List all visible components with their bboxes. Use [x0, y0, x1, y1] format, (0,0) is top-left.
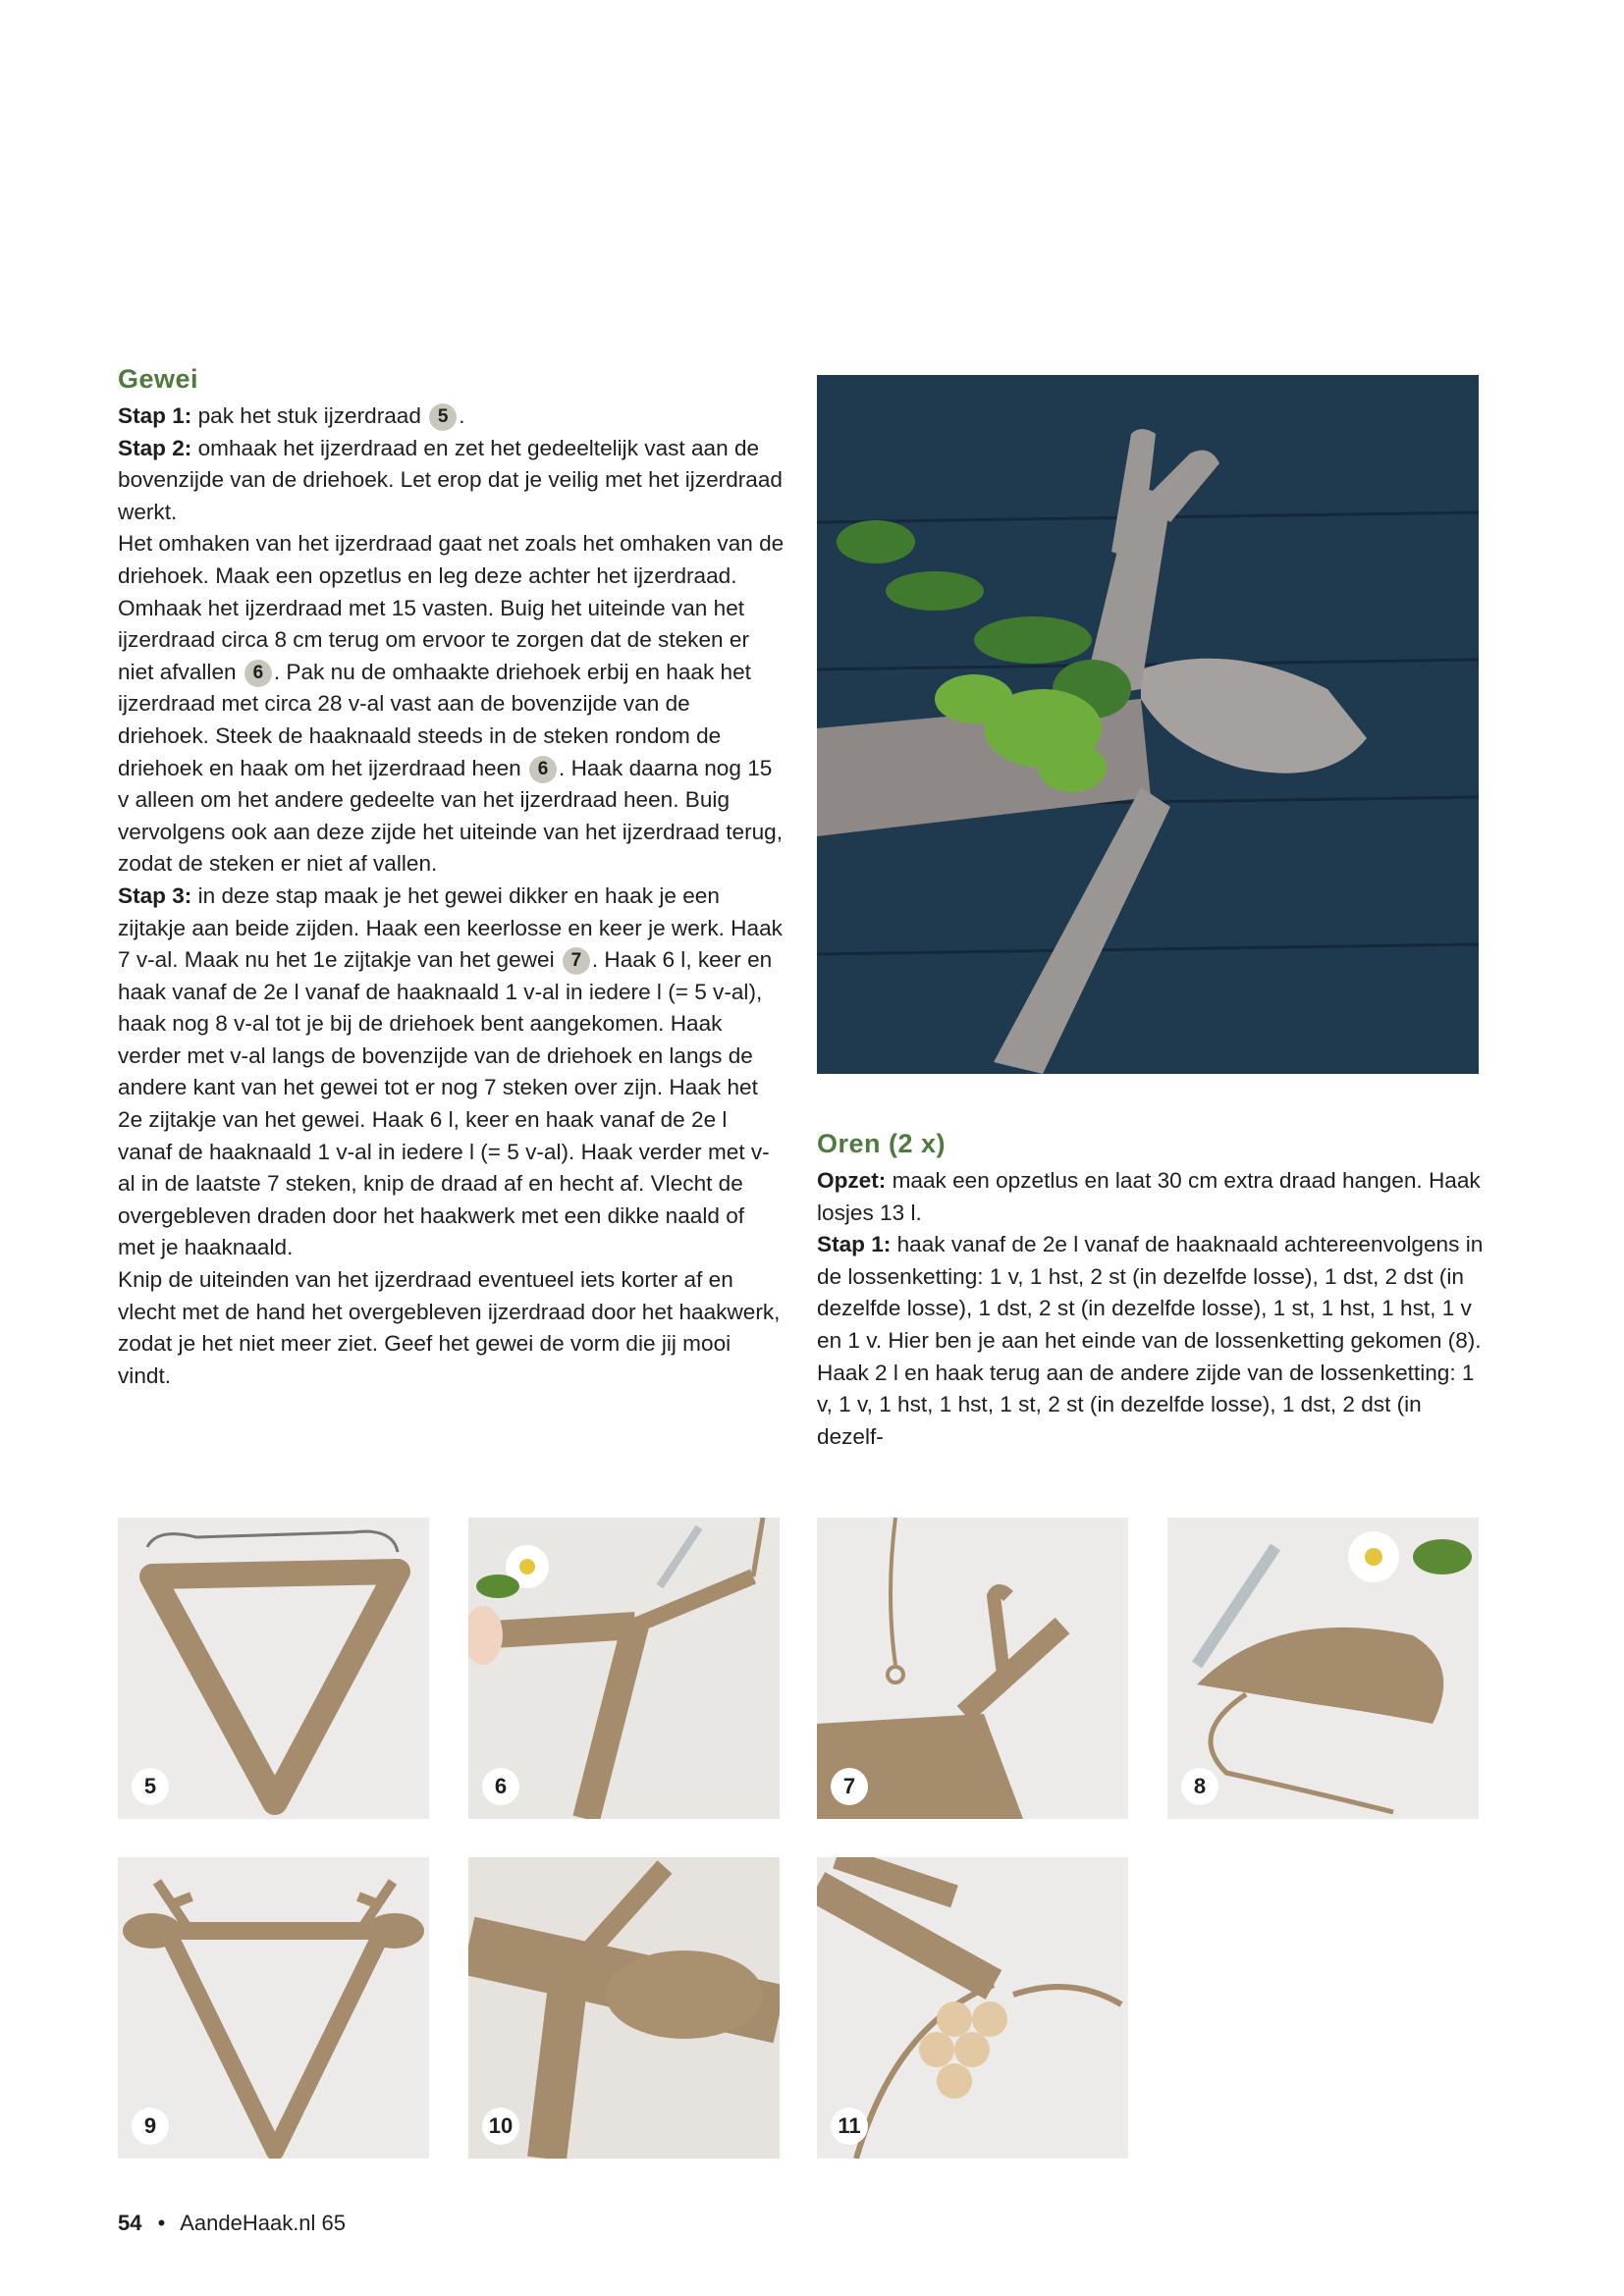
step-label: Opzet: — [817, 1168, 887, 1193]
gewei-paragraph — [118, 433, 785, 529]
photo-reference-badge: 6 — [529, 756, 557, 783]
hero-photo-reindeer-antler — [817, 375, 1479, 1074]
gewei-paragraph — [118, 400, 785, 433]
footer-source: AandeHaak.nl 65 — [180, 2211, 347, 2235]
gewei-heading: Gewei — [118, 364, 199, 394]
paragraph-text: omhaak het ijzerdraad en zet het gedeeltelijk vast aan de bovenzijde van de driehoek. Let erop dat je veilig met het ijzerdraad werkt. — [118, 435, 783, 524]
footer-bullet: • — [157, 2211, 166, 2235]
paragraph-text: Het omhaken van het ijzerdraad gaat net zoals het omhaken van de driehoek. Maak een opzetlus en leg deze achter het ijzerdraad. Omhaak het ijzerdraad met 15 vasten. Buig het uiteinde van het ijzerdraad circa 8 cm terug om ervoor te zorgen dat de steken er niet afvallen — [118, 531, 785, 684]
step-number: 10 — [482, 2108, 519, 2145]
step-photo-6 — [468, 1518, 780, 1819]
step-label: Stap 2: — [118, 435, 192, 460]
photo-reference-badge: 5 — [429, 403, 457, 431]
step-photo-11 — [817, 1857, 1128, 2159]
step-number: 8 — [1181, 1768, 1218, 1805]
step-photo-8 — [1167, 1518, 1479, 1819]
step-number: 5 — [132, 1768, 169, 1805]
step-photo-7 — [817, 1518, 1128, 1819]
paragraph-text: . — [459, 403, 465, 428]
paragraph-text: in deze stap maak je het gewei dikker en haak je een zijtakje aan beide zijden. Haak een keerlosse en keer je werk. Haak 7 v-al. Maak nu het 1e zijtakje van het gewei — [118, 882, 783, 973]
step-photo-10 — [468, 1857, 780, 2159]
page-footer — [118, 2211, 346, 2236]
paragraph-text: haak vanaf de 2e l vanaf de haaknaald achtereenvolgens in de lossenketting: 1 v, 1 hst, 2 st (in dezelfde losse), 1 dst, 2 dst (in dezelfde losse), 1 dst, 2 st (in dezelfde losse), 1 st, 1 hst, 1 hst, 1 v en 1 v. Hier ben je aan het einde van de lossenketting gekomen (8). Haak 2 l en haak terug aan de andere zijde van de lossenketting: 1 v, 1 v, 1 hst, 1 hst, 1 st, 2 st (in dezelfde losse), 1 dst, 2 dst (in dezelf- — [817, 1232, 1484, 1449]
photo-reference-badge: 6 — [244, 660, 272, 687]
gewei-paragraph — [118, 881, 785, 1264]
oren-section — [817, 1126, 1485, 1453]
paragraph-text: . Haak 6 l, keer en haak vanaf de 2e l vanaf de haaknaald 1 v-al in iedere l (= 5 v-al), haak nog 8 v-al tot je bij de driehoek bent aangekomen. Haak verder met v-al langs de bovenzijde van de driehoek en langs de andere kant van het gewei tot er nog 7 steken over zijn. Haak het 2e zijtakje van het gewei. Haak 6 l, keer en haak vanaf de 2e l vanaf de haaknaald 1 v-al in iedere l (= 5 v-al). Haak verder met v-al in de laatste 7 steken, knip de draad af en hecht af. Vlecht de overgebleven draden door het haakwerk met een dikke naald of met je haaknaald. — [118, 947, 773, 1260]
step-number: 9 — [132, 2108, 169, 2145]
gewei-section — [118, 361, 785, 1392]
step-label: Stap 1: — [118, 403, 192, 428]
page-number: 54 — [118, 2211, 142, 2235]
oren-paragraph — [817, 1165, 1485, 1229]
oren-paragraph — [817, 1229, 1485, 1453]
photo-reference-badge: 7 — [563, 947, 590, 975]
paragraph-text: pak het stuk ijzerdraad — [191, 403, 428, 428]
oren-body — [817, 1165, 1485, 1453]
paragraph-text: . Haak daarna nog 15 v alleen om het andere gedeelte van het ijzerdraad heen. Buig vervolgens ook aan deze zijde het uiteinde van het ijzerdraad terug, zodat de steken er niet af vallen. — [118, 755, 783, 877]
step-number: 7 — [831, 1768, 868, 1805]
paragraph-text: . Pak nu de omhaakte driehoek erbij en haak het ijzerdraad met circa 28 v-al vast aan de bovenzijde van de driehoek. Steek de haaknaald steeds in de steken rondom de driehoek en haak om het ijzerdraad heen — [118, 659, 751, 780]
step-label: Stap 1: — [817, 1232, 892, 1257]
step-number: 6 — [482, 1768, 519, 1805]
step-label: Stap 3: — [118, 882, 192, 908]
gewei-paragraph — [118, 528, 785, 881]
step-photo-5 — [118, 1518, 429, 1819]
gewei-paragraph — [118, 1264, 785, 1392]
step-number: 11 — [831, 2108, 868, 2145]
paragraph-text: maak een opzetlus en laat 30 cm extra draad hangen. Haak losjes 13 l. — [817, 1168, 1481, 1225]
paragraph-text: Knip de uiteinden van het ijzerdraad eventueel iets korter af en vlecht met de hand het overgebleven ijzerdraad door het haakwerk, zodat je het niet meer ziet. Geef het gewei de vorm die jij mooi vindt. — [118, 1267, 781, 1388]
step-photo-9 — [118, 1857, 429, 2159]
gewei-body — [118, 400, 785, 1392]
oren-heading: Oren (2 x) — [817, 1129, 947, 1158]
